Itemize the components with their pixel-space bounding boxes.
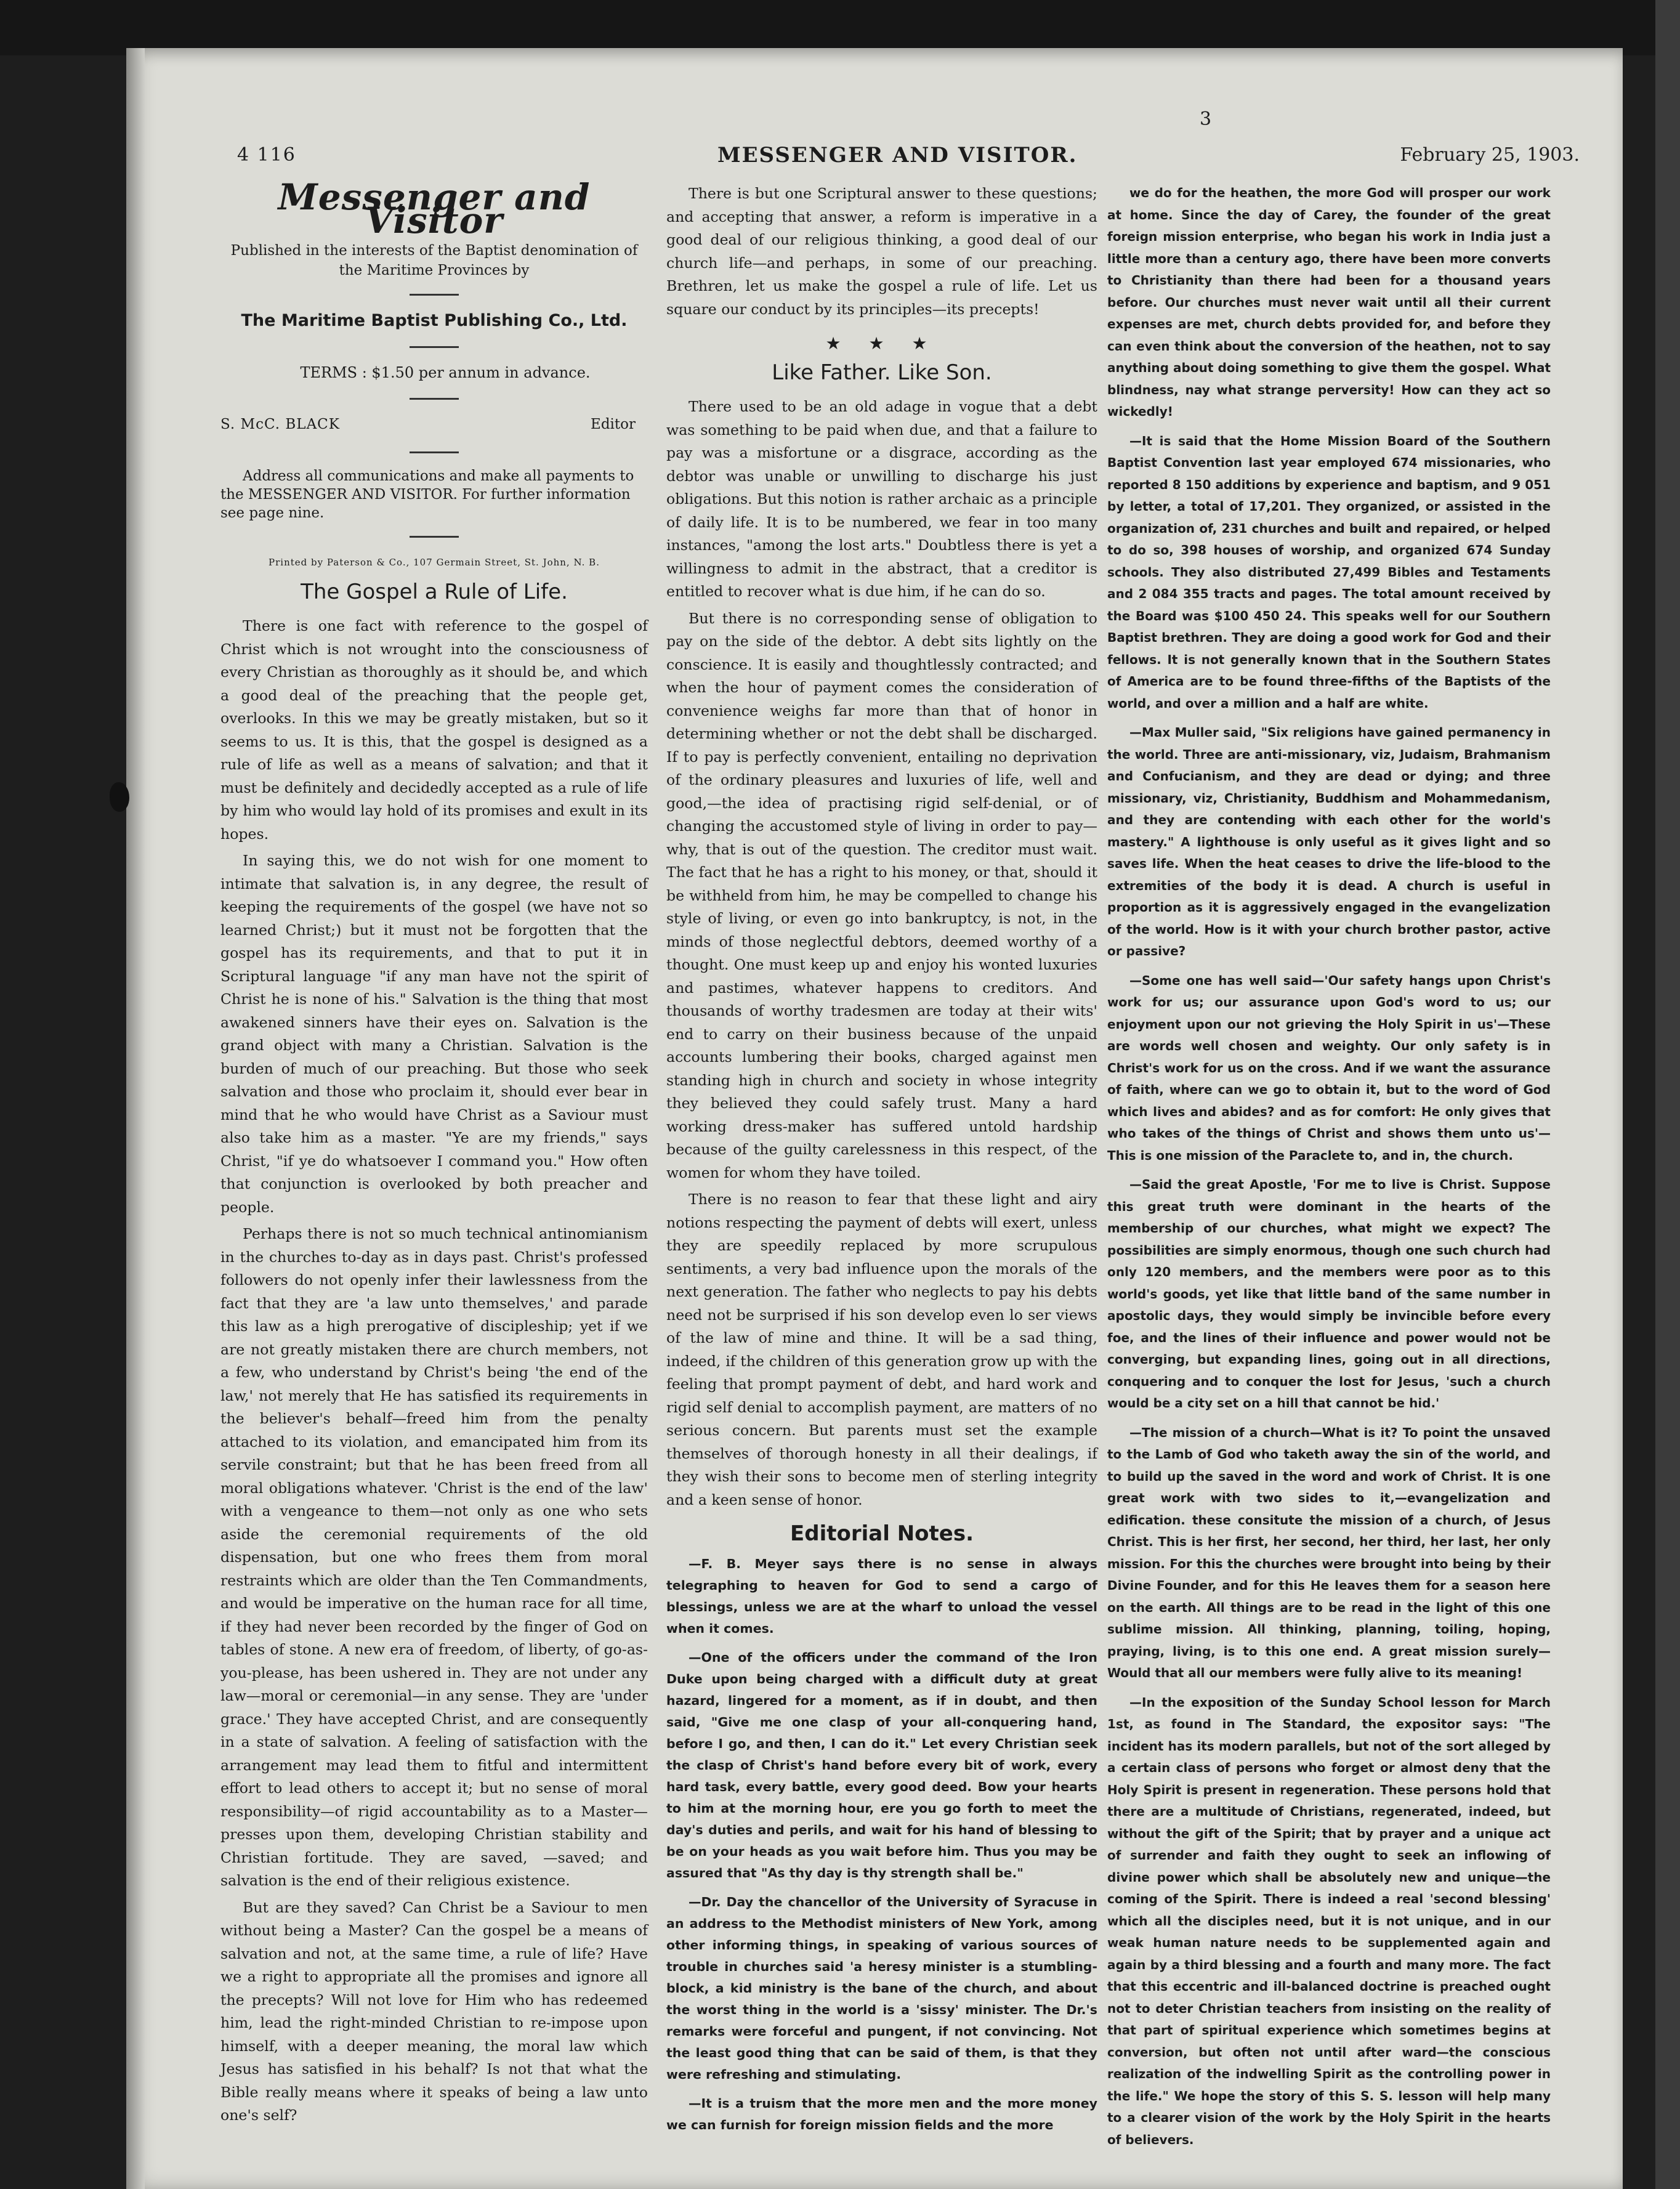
editorial-notes-title: Editorial Notes. [790, 1521, 974, 1546]
paragraph: But there is no corresponding sense of obligation to pay on the side of the debtor. A debt sits lightly on the conscience. It is easily and thoughtlessly contracted; and when the hour of payment comes the consideration of convenience weighs far more than that of honor in determining whether or not the debt shall be discharged. If to pay is perfectly convenient, entailing no deprivation of the ordinary pleasures and luxuries of life, well and good,—the idea of practising rigid self-denial, or of changing the accustomed style of living in order to pay—why, that is out of the question. The creditor must wait. The fact that he has a right to his money, or that, should it be withheld from him, he may be compelled to change his style of living, or even go into bankruptcy, is not, in the minds of those neglectful debtors, deemed worthy of a thought. One must keep up and enjoy his wonted luxuries and pastimes, whatever happens to creditors. And thousands of worthy tradesmen are today at their wits' end to carry on their business because of the unpaid accounts lumbering their books, charged against men standing high in church and society in whose integrity they believed they could safely trust. Many a hard working dress-maker has suffered untold hardship because of the guilty carelessness in this respect, of the women for whom they have toiled. [666, 609, 1097, 1181]
published-line: Published in the interests of the Baptist denomination of the Maritime Provinces by [230, 243, 638, 278]
divider [410, 346, 459, 348]
editorial-notes-continued [1107, 182, 1551, 2151]
issue-date: February 25, 1903. [1400, 144, 1580, 166]
note: —In the exposition of the Sunday School lesson for March 1st, as found in The Standard, the expositor says: "The incident has its modern parallels, but not of the sort alleged by a certain class of persons who forget or almost deny that the Holy Spirit is present in regeneration. These persons hold that there are a multitude of Christians, regenerated, indeed, but without the gift of the Spirit; that by prayer and a unique act of surrender and faith they ought to seek an inflowing of divine power which shall be absolutely new and unique—the coming of the Spirit. There is indeed a real 'second blessing' which all the disciples need, but it is not unique, and in our weak human nature needs to be supplemented again and again by a third blessing and a fourth and many more. The fact that this eccentric and ill-balanced doctrine is preached ought not to deter Christian teachers from insisting on the reality of that part of spiritual experience which sometimes begins at conversion, but often not until after ward—the conscious realization of the indwelling Spirit as the controlling power in the life." We hope the story of this S. S. lesson will help many to a clearer vision of the work by the Holy Spirit in the hearts of believers. [1107, 1694, 1551, 2147]
note: —Max Muller said, "Six religions have gained permanency in the world. Three are anti-missionary, viz, Judaism, Brahmanism and Confucianism, and they are dead or dying; and three missionary, viz, Christianity, Buddhism and Mohammedanism, and they are contending with each other for the world's mastery." A lighthouse is only useful as it gives light and so saves life. When the heat ceases to drive the life-blood to the extremities of the body it is dead. A church is useful in proportion as it is aggressively engaged in the evangelization of the world. How is it with your church brother pastor, active or passive? [1107, 725, 1551, 958]
note: —F. B. Meyer says there is no sense in always telegraphing to heaven for God to send a cargo of blessings, unless we are at the wharf to unload the vessel when it comes. [666, 1556, 1097, 1636]
page-header [237, 139, 1580, 176]
divider [410, 536, 459, 538]
publisher: The Maritime Baptist Publishing Co., Ltd. [241, 311, 628, 330]
editor-line [220, 413, 648, 438]
note: we do for the heathen, the more God will prosper our work at home. Since the day of Carey, the founder of the great foreign mission enterprise, who began his work in India just a little more than a century ago, there have been more converts to Christianity than there had been for a thousand years before. Our churches must never wait until all their current expenses are met, church debts provided for, and before they can even think about the conversion of the heathen, not to say anything about doing something to give them the gospel. What blindness, nay what strange perversity! How can they act so wickedly! [1107, 185, 1551, 419]
scan-border-top [0, 0, 1680, 55]
editorial-notes [666, 1553, 1097, 2136]
column-2 [666, 182, 1097, 2143]
note: —It is a truism that the more men and the more money we can furnish for foreign mission fields and the more [666, 2095, 1097, 2132]
section-ornament: ★ ★ ★ [825, 333, 939, 354]
editor-label: Editor [591, 416, 636, 432]
editor-name: S. McC. BLACK [220, 416, 340, 432]
address-notice: Address all communications and make all payments to the MESSENGER AND VISITOR. For further information see page nine. [220, 468, 634, 521]
scan-border-right [1655, 0, 1680, 2189]
paragraph: There used to be an old adage in vogue that a debt was something to be paid when due, and that a failure to pay was a misfortune or a disgrace, according as the debtor was unable or unwilling to discharge his just obligations. But this notion is rather archaic as a principle of daily life. It is to be numbered, we fear in too many instances, "among the lost arts." Doubtless there is yet a willingness to admit in the abstract, that a creditor is entitled to recover what is due him, if he can do so. [666, 398, 1097, 600]
column-1 [220, 176, 648, 2131]
note: —Said the great Apostle, 'For me to live is Christ. Suppose this great truth were dominant in the hearts of the membership of our churches, what might we expect? The possibilities are simply enormous, though one such church had only 120 members, and the members were poor as to this world's goods, yet like that little band of the same number in apostolic days, they would simply be invincible before every foe, and the lines of their influence and power would not be converging, but expanding lines, going out in all directions, conquering and to conquer the lost for Jesus, 'such a church would be a city set on a hill that cannot be hid.' [1107, 1177, 1551, 1410]
paper-title: Messenger and Visitor [278, 176, 591, 241]
paragraph: There is no reason to fear that these light and airy notions respecting the payment of debts will exert, unless they are speedily replaced by more scrupulous sentiments, a very bad influence upon the morals of the next generation. The father who neglects to pay his debts need not be surprised if his son develop even lo ser views of the law of mine and thine. It will be a sad thing, indeed, if the children of this generation grow up with the feeling that prompt payment of debt, and hard work and rigid self denial to accomplish payment, are matters of no serious concern. But parents must set the example themselves of thorough honesty in all their dealings, if they wish their sons to become men of sterling integrity and a keen sense of honor. [666, 1191, 1097, 1508]
divider [410, 451, 459, 453]
note: —Dr. Day the chancellor of the University of Syracuse in an address to the Methodist ministers of New York, among other informing things, in speaking of various sources of trouble in churches said 'a heresy minister is a stumbling-block, a kid ministry is the bane of the church, and about the worst thing in the world is a 'sissy' minister. The Dr.'s remarks were forceful and pungent, if not convincing. Not the least good thing that can be said of them, is that they were refreshing and stimulating. [666, 1894, 1097, 2082]
paragraph: There is but one Scriptural answer to these questions; and accepting that answer, a reform is imperative in a good deal of our religious thinking, a good deal of our church life—and perhaps, in some of our preaching. Brethren, let us make the gospel a rule of life. Let us square our conduct by its principles—its precepts! [666, 185, 1097, 318]
subscription-terms: TERMS : $1.50 per annum in advance. [300, 363, 591, 381]
divider [410, 294, 459, 296]
paragraph: Perhaps there is not so much technical antinomianism in the churches to-day as in days past. Christ's professed followers do not openly infer their lawlessness from the fact that they are 'a law unto themselves,' and parade this law as a high prerogative of discipleship; yet if we are not greatly mistaken there are church members, not a few, who understand by Christ's being 'the end of the law,' not merely that He has satisfied its requirements in the believer's behalf—freed him from the penalty attached to its violation, and emancipated him from its servile constraint; but that he has been freed from all moral obligations whatever. 'Christ is the end of the law' with a vengeance to them—not only as one who sets aside the ceremonial requirements of the old dispensation, but one who frees them from moral restraints which are older than the Ten Commandments, and would be imperative on the human race for all time, if they had never been recorded by the finger of God on tables of stone. A new era of freedom, of liberty, of go-as-you-please, has been ushered in. They are not under any law—moral or ceremonial—in any sense. They are 'under grace.' They have accepted Christ, and are consequently in a state of salvation. A feeling of satisfaction with the arrangement may lead them to fitful and intermittent effort to lead others to accept it; but no sense of moral responsibility—of rigid accountability as to a Master—presses upon them, developing Christian stability and Christian fortitude. They are saved, —saved; and salvation is the end of their religious existence. [220, 1225, 648, 1889]
divider [410, 398, 459, 400]
note: —The mission of a church—What is it? To point the unsaved to the Lamb of God who taketh away the sin of the world, and to build up the saved in the word and work of Christ. It is one great work with two sides to it,—evangelization and edification. these consitute the mission of a church, of Jesus Christ. This is her first, her second, her third, her last, her only mission. For this the churches were brought into being by their Divine Founder, and for this He leaves them for a season here on the earth. All things are to be read in the light of this one sublime mission. All thinking, planning, toiling, hoping, praying, living, is to this one end. A great mission surely—Would that all our members were fully alive to its meaning! [1107, 1425, 1551, 1680]
paragraph: There is one fact with reference to the gospel of Christ which is not wrought into the consciousness of every Christian as thoroughly as it should be, and which a good deal of the preaching that the people get, overlooks. In this we may be greatly mistaken, but so it seems to us. It is this, that the gospel is designed as a rule of life as well as a means of salvation; and that it must be definitely and decidedly accepted as a rule of life by him who would lay hold of its promises and exult in its hopes. [220, 617, 648, 843]
masthead: MESSENGER AND VISITOR. [717, 143, 1078, 168]
printer-line: Printed by Paterson & Co., 107 Germain Street, St. John, N. B. [269, 557, 600, 568]
paragraph: In saying this, we do not wish for one moment to intimate that salvation is, in any degree, the result of keeping the requirements of the gospel (we have not so learned Christ;) but it must not be forgotten that the gospel has its requirements, and that to put it in Scriptural language "if any man have not the spirit of Christ he is none of his." Salvation is the thing that most awakened sinners have their eyes on. Salvation is the grand object with many a Christian. Salvation is the burden of much of our preaching. But those who seek salvation and those who proclaim it, should ever bear in mind that he who would have Christ as a Saviour must also take him as a master. "Ye are my friends," says Christ, "if ye do whatsoever I command you." How often that conjunction is overlooked by both preacher and people. [220, 852, 648, 1216]
article-title: The Gospel a Rule of Life. [301, 579, 568, 604]
page-mark: 3 [1200, 108, 1212, 130]
page-number: 4 116 [237, 144, 296, 166]
note: —One of the officers under the command of the Iron Duke upon being charged with a difficult duty at great hazard, lingered for a moment, as if in doubt, and then said, "Give me one clasp of your all-conquering hand, before I go, and then, I can do it." Let every Christian seek the clasp of Christ's hand before every bit of work, every hard task, every battle, every good deed. Bow your hearts to him at the morning hour, ere you go forth to meet the day's duties and perils, and wait for his hand of blessing to be on your heads as you wait before him. Thus you may be assured that "As thy day is thy strength shall be." [666, 1649, 1097, 1880]
note: —Some one has well said—'Our safety hangs upon Christ's work for us; our assurance upon God's word to us; our enjoyment upon our not grieving the Holy Spirit in us'—These are words well chosen and weighty. Our only safety is in Christ's work for us on the cross. And if we want the assurance of faith, where can we go to obtain it, but to the word of God which lives and abides? and as for comfort: He only gives that who takes of the things of Christ and shows them unto us'—This is one mission of the Paraclete to, and in, the church. [1107, 973, 1551, 1163]
ink-blot [110, 782, 129, 812]
note: —It is said that the Home Mission Board of the Southern Baptist Convention last year employed 674 missionaries, who reported 8 150 additions by experience and baptism, and 9 051 by letter, a total of 17,201. They organized, or assisted in the organization of, 231 churches and built and repaired, or helped to do so, 398 houses of worship, and organized 674 Sunday schools. They also distributed 27,499 Bibles and Testaments and 2 084 355 tracts and pages. The total amount received by the Board was $100 450 24. This speaks well for our Southern Baptist brethren. They are doing a good work for God and their fellows. It is not generally known that in the Southern States of America are to be found three-fifths of the Baptists of the world, and over a million and a half are white. [1107, 433, 1551, 711]
column-3 [1107, 182, 1551, 2158]
article-title: Like Father. Like Son. [772, 360, 992, 385]
paragraph: But are they saved? Can Christ be a Saviour to men without being a Master? Can the gospel be a means of salvation and not, at the same time, a rule of life? Have we a right to appropriate all the promises and ignore all the precepts? Will not love for Him who has redeemed him, lead the right-minded Christian to re-impose upon himself, with a deeper meaning, the moral law which Jesus has satisfied in his behalf? Is not that what the Bible really means where it speaks of being a law unto one's self? [220, 1898, 648, 2124]
